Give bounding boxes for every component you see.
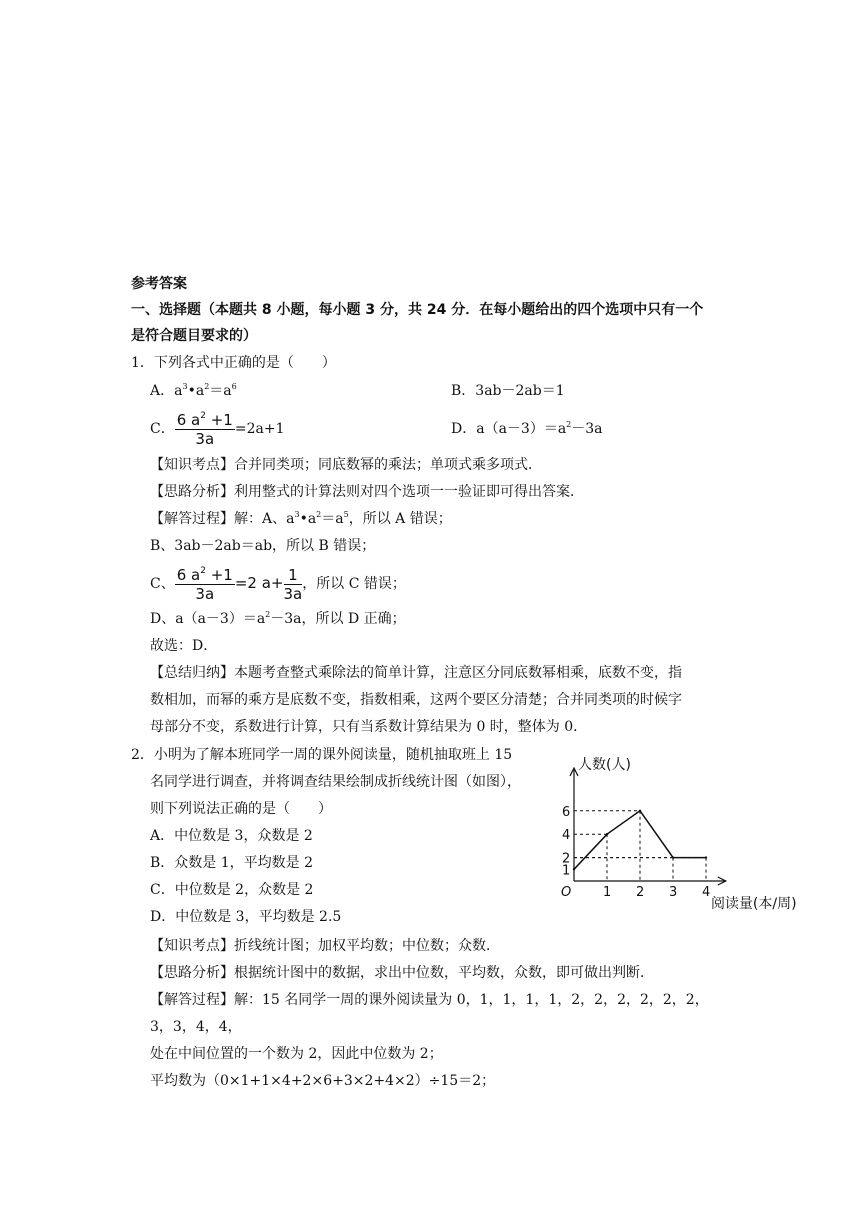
q1-option-b: B．3ab－2ab＝1 bbox=[451, 383, 565, 399]
data-point bbox=[672, 856, 674, 858]
q1-solution-b: B、3ab－2ab＝ab，所以 B 错误； bbox=[150, 538, 376, 554]
q2-stem-line2: 名同学进行调查，并将调查结果绘制成折线统计图（如图）， bbox=[150, 774, 521, 790]
section-title-line2: 是符合题目要求的） bbox=[131, 328, 257, 344]
q1-summary-line2: 数相加，而幂的乘方是底数不变，指数相乘，这两个要区分清楚；合并同类项的时候字 bbox=[150, 692, 682, 708]
y-tick-label: 4 bbox=[562, 828, 571, 844]
q1-summary-line3: 母部分不变，系数进行计算，只有当系数计算结果为 0 时，整体为 0． bbox=[150, 719, 588, 735]
section-title-line1: 一、选择题（本题共 8 小题，每小题 3 分，共 24 分．在每小题给出的四个选项中只有一个 bbox=[131, 302, 704, 318]
q2-option-d: D．中位数是 3，平均数是 2.5 bbox=[150, 909, 342, 925]
origin-label: O bbox=[561, 885, 572, 900]
q1-option-c: C． $\frac{6 a^2 +1}{3a}$ =2a+1 bbox=[150, 410, 285, 448]
q2-knowledge-point: 【知识考点】折线统计图；加权平均数；中位数；众数． bbox=[150, 938, 500, 954]
data-point bbox=[573, 868, 575, 870]
data-point bbox=[705, 856, 707, 858]
q1-solution-c: C、 $\frac{6 a^2 +1}{3a}$ =2 a+ $\frac{1}{3a}$ ，所以 C 错误； bbox=[150, 565, 406, 603]
q1-option-a: A．$a^3•a^2=a^6$ bbox=[150, 382, 237, 399]
q1-stem: 1．下列各式中正确的是（ ） bbox=[131, 355, 336, 371]
data-point bbox=[606, 833, 608, 835]
y-tick-label: 6 bbox=[562, 804, 571, 820]
q1-option-d: D．$a(a-3)=a^2-3a$ bbox=[451, 420, 603, 437]
q2-solution-line4: 平均数为（0×1+1×4+2×6+3×2+4×2）÷15＝2； bbox=[150, 1073, 496, 1089]
q2-solution-line2: 3，3，4，4， bbox=[150, 1019, 242, 1035]
q1-knowledge-point: 【知识考点】合并同类项；同底数幂的乘法；单项式乘多项式． bbox=[150, 457, 542, 473]
y-tick-label: 2 bbox=[562, 851, 571, 867]
x-tick-label: 2 bbox=[636, 885, 645, 900]
x-axis-label: 阅读量(本/周) bbox=[710, 896, 797, 912]
data-point bbox=[639, 810, 641, 812]
q1-analysis: 【思路分析】利用整式的计算法则对四个选项一一验证即可得出答案． bbox=[150, 484, 584, 500]
fraction: $\frac{6 a^2 +1}{3a}$ bbox=[176, 565, 233, 603]
q1-summary-line1: 【总结归纳】本题考查整式乘除法的简单计算，注意区分同底数幂相乘，底数不变，指 bbox=[150, 665, 682, 681]
q2-option-b: B．众数是 1，平均数是 2 bbox=[150, 855, 314, 871]
answer-heading: 参考答案 bbox=[131, 276, 187, 292]
q1-solution-d: D、$a(a-3)=a^2-3a$，所以 D 正确； bbox=[150, 610, 406, 627]
fraction: $\frac{1}{3a}$ bbox=[283, 565, 303, 603]
fraction: $\frac{6 a^2 +1}{3a}$ bbox=[176, 410, 233, 448]
x-tick-label: 1 bbox=[603, 885, 612, 900]
y-tick-label: 1 bbox=[562, 863, 571, 879]
q1-solution-a: 【解答过程】解：A、$a^3•a^2=a^5$，所以 A 错误； bbox=[150, 510, 452, 527]
q1-choice: 故选：D． bbox=[150, 638, 218, 654]
q2-option-a: A．中位数是 3，众数是 2 bbox=[150, 828, 313, 844]
q2-solution-line1: 【解答过程】解：15 名同学一周的课外阅读量为 0，1，1，1，1，2，2，2，2，2，2， bbox=[150, 992, 709, 1008]
q2-option-c: C．中位数是 2，众数是 2 bbox=[150, 882, 314, 898]
y-axis-label: 人数(人) bbox=[578, 757, 631, 773]
q2-stem-line1: 2．小明为了解本班同学一周的课外阅读量，随机抽取班上 15 bbox=[131, 747, 513, 763]
q2-solution-line3: 处在中间位置的一个数为 2，因此中位数为 2； bbox=[150, 1046, 443, 1062]
x-tick-label: 4 bbox=[702, 885, 711, 900]
q2-analysis: 【思路分析】根据统计图中的数据，求出中位数，平均数，众数，即可做出判断． bbox=[150, 965, 654, 981]
x-tick-label: 3 bbox=[669, 885, 678, 900]
q2-stem-line3: 则下列说法正确的是（ ） bbox=[150, 801, 332, 817]
reading-line-chart bbox=[555, 752, 815, 912]
